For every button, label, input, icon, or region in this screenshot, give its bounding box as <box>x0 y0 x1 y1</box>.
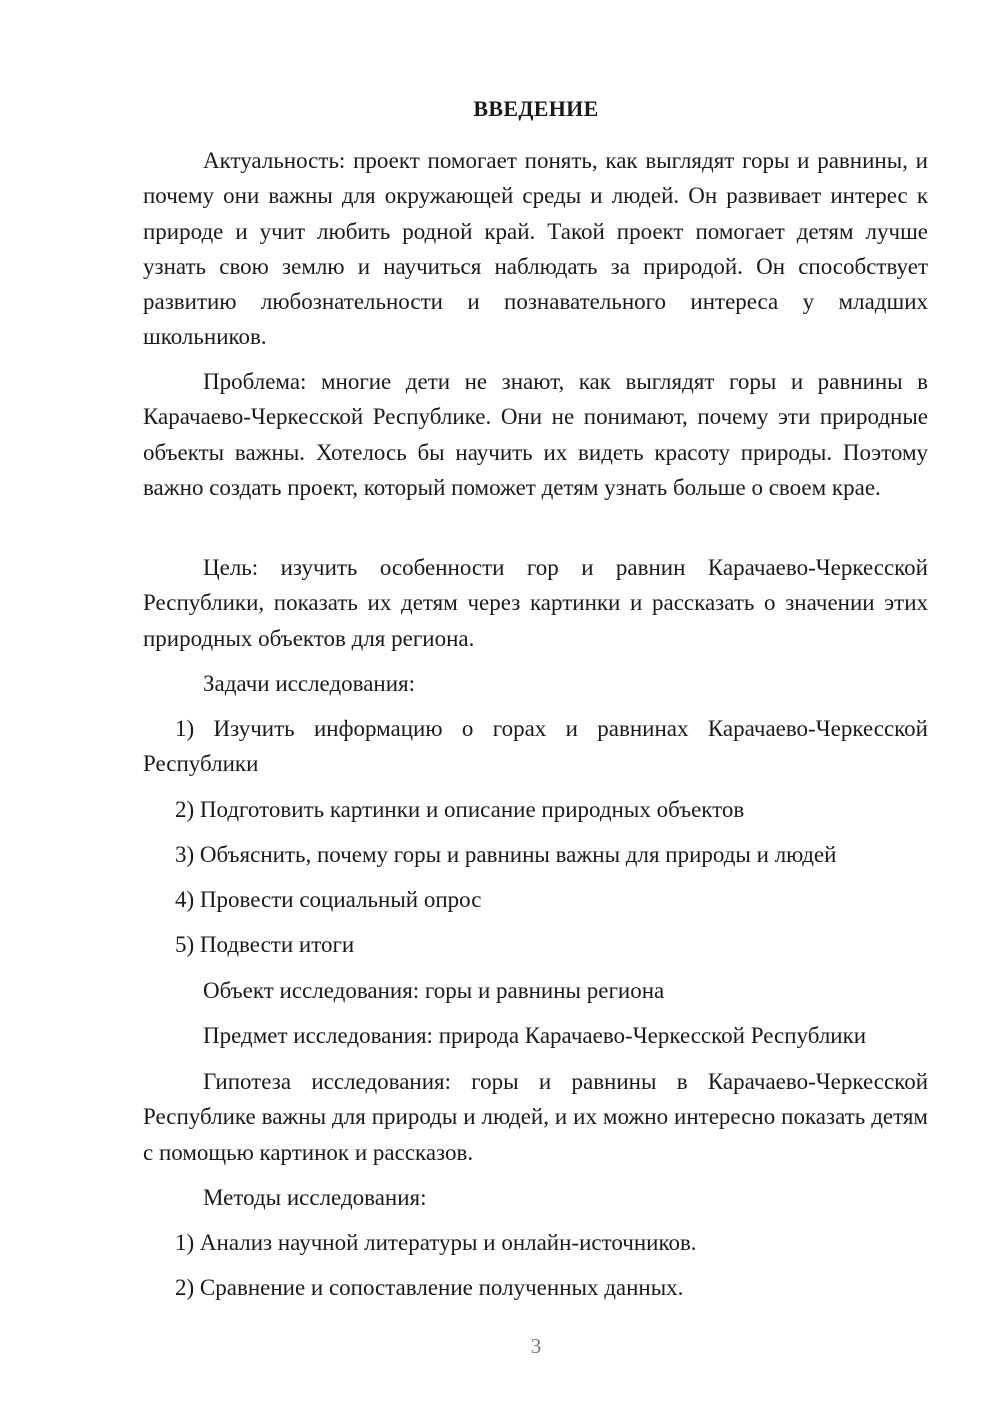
hypothesis-paragraph: Гипотеза исследования: горы и равнины в Карачаево-Черкесской Республике важны для природы и людей, и их можно интересно показать детям с помощью картинок и рассказов. <box>143 1069 928 1165</box>
task-item: 5) Подвести итоги <box>175 932 355 957</box>
method-item: 2) Сравнение и сопоставление полученных данных. <box>175 1275 684 1300</box>
task-item: 2) Подготовить картинки и описание природных объектов <box>175 797 745 822</box>
tasks-heading: Задачи исследования: <box>203 671 416 696</box>
methods-heading: Методы исследования: <box>203 1185 427 1210</box>
page-title: ВВЕДЕНИЕ <box>473 96 599 121</box>
task-item: 1) Изучить информацию о горах и равнинах Карачаево-Черкесской Республики <box>143 716 928 777</box>
problem-paragraph: Проблема: многие дети не знают, как выглядят горы и равнины в Карачаево-Черкесской Республике. Они не понимают, почему эти природные объекты важны. Хотелось бы научить их видеть красоту природы. Поэтому важно создать проект, который поможет детям узнать больше о своем крае. <box>143 369 928 500</box>
task-item: 4) Провести социальный опрос <box>175 887 482 912</box>
task-item: 3) Объяснить, почему горы и равнины важны для природы и людей <box>175 842 837 867</box>
relevance-paragraph: Актуальность: проект помогает понять, как выглядят горы и равнины, и почему они важны для окружающей среды и людей. Он развивает интерес к природе и учит любить родной край. Такой проект помогает детям лучше узнать свою землю и научиться наблюдать за природой. Он способствует развитию любознательности и познавательного интереса у младших школьников. <box>143 148 928 350</box>
method-item: 1) Анализ научной литературы и онлайн-источников. <box>175 1230 697 1255</box>
subject-line: Предмет исследования: природа Карачаево-Черкесской Республики <box>203 1023 867 1048</box>
page-number: 3 <box>530 1334 542 1358</box>
object-line: Объект исследования: горы и равнины региона <box>203 978 665 1003</box>
goal-paragraph: Цель: изучить особенности гор и равнин Карачаево-Черкесской Республики, показать их детям через картинки и рассказать о значении этих природных объектов для региона. <box>143 555 928 651</box>
